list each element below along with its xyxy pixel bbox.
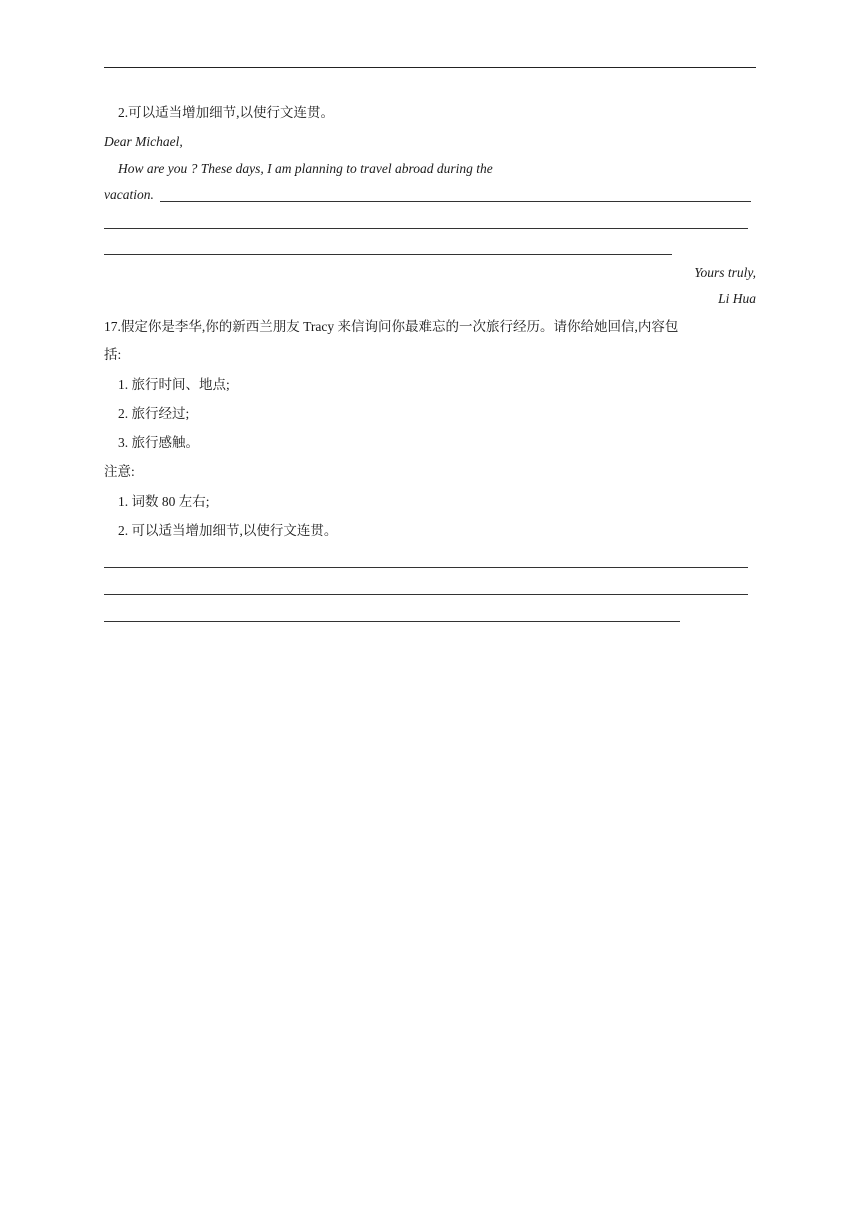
- answer-blank-line[interactable]: [104, 594, 748, 595]
- answer-blank-line[interactable]: [104, 621, 680, 622]
- letter-salutation: Dear Michael,: [104, 134, 183, 149]
- note-item-2: 2.可以适当增加细节,以使行文连贯。: [118, 105, 334, 120]
- question-17-item: 3. 旅行感触。: [118, 435, 199, 450]
- question-17-prompt-line-2: 括:: [104, 347, 122, 362]
- header-rule: [104, 67, 756, 68]
- question-17-item: 2. 旅行经过;: [118, 406, 190, 421]
- letter-opening-continuation: vacation.: [104, 187, 154, 202]
- answer-blank-line[interactable]: [104, 567, 748, 568]
- letter-opening-line: How are you ? These days, I am planning to travel abroad during the: [118, 161, 493, 176]
- question-17-note: 1. 词数 80 左右;: [118, 494, 210, 509]
- question-17-item: 1. 旅行时间、地点;: [118, 377, 230, 392]
- answer-blank-line[interactable]: [104, 228, 748, 229]
- letter-signature: Li Hua: [718, 291, 756, 306]
- question-17-notes-heading: 注意:: [104, 464, 135, 479]
- letter-closing: Yours truly,: [694, 265, 756, 280]
- answer-blank-line[interactable]: [104, 254, 672, 255]
- answer-blank-line[interactable]: [160, 201, 751, 202]
- question-17-note: 2. 可以适当增加细节,以使行文连贯。: [118, 523, 338, 538]
- question-17-prompt-line-1: 17.假定你是李华,你的新西兰朋友 Tracy 来信询问你最难忘的一次旅行经历。请你给她回信,内容包: [104, 319, 679, 334]
